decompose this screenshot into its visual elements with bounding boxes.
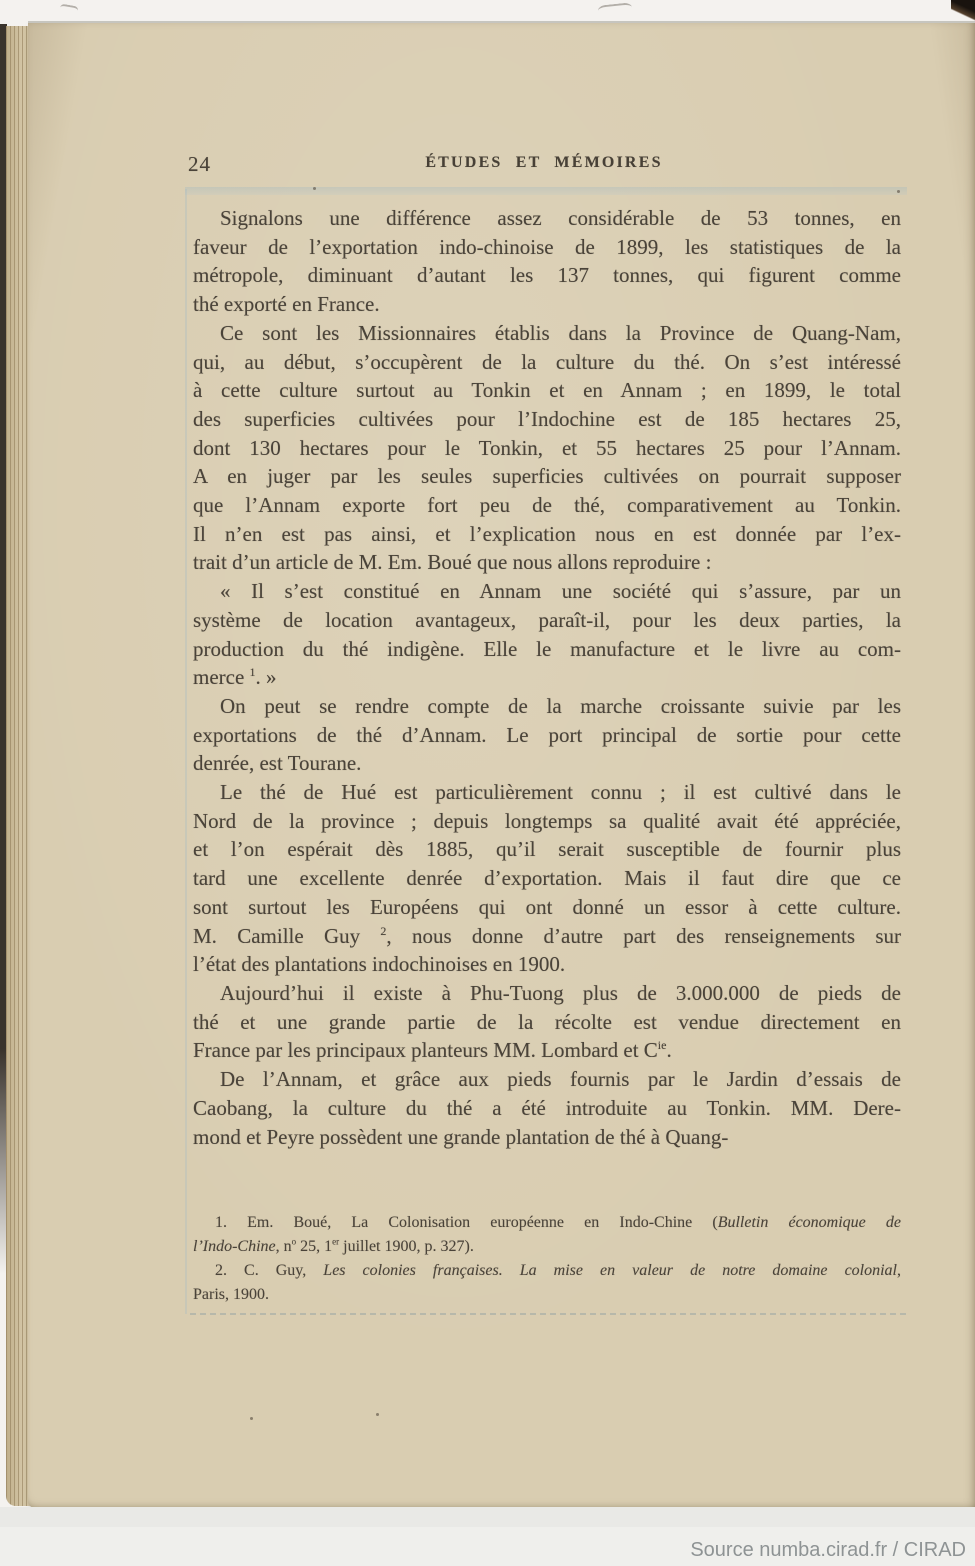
body-line: production du thé indigène. Elle le manufacture et le livre au com- <box>193 636 901 661</box>
body-text <box>193 204 901 1151</box>
body-line: faveur de l’exportation indo-chinoise de 1899, les statistiques de la <box>193 234 901 259</box>
body-line: A en juger par les seules superficies cultivées on pourrait supposer <box>193 464 901 489</box>
body-line: M. Camille Guy $^2$, nous donne d’autre part des renseignements sur <box>193 923 902 948</box>
body-line: trait d’un article de M. Em. Boué que nous allons reproduire : <box>193 550 712 575</box>
paragraph <box>193 692 901 778</box>
ink-speck <box>897 190 900 193</box>
footnote-line: 2. C. Guy, Les colonies françaises. La mise en valeur de notre domaine colonial, <box>215 1262 902 1279</box>
body-line: Nord de la province ; depuis longtemps sa qualité avait été appréciée, <box>193 808 901 833</box>
book-cover-corner <box>951 0 975 22</box>
showthrough-left-line <box>185 189 187 1314</box>
body-line: merce $^1$. » <box>193 665 277 690</box>
body-line: Ce sont les Missionnaires établis dans la Province de Quang-Nam, <box>220 320 901 345</box>
body-line: De l’Annam, et grâce aux pieds fournis par le Jardin d’essais de <box>220 1067 901 1092</box>
body-line: des superficies cultivées pour l’Indochine est de 185 hectares 25, <box>193 406 901 431</box>
body-line: sont surtout les Européens qui ont donné un essor à cette culture. <box>193 894 901 919</box>
footnotes <box>193 1211 901 1307</box>
body-line: On peut se rendre compte de la marche croissante suivie par les <box>220 693 901 718</box>
showthrough-bottom-line <box>190 1313 906 1315</box>
scanner-bottom-strip <box>0 1507 975 1566</box>
footnote-line: Paris, 1900. <box>193 1286 269 1303</box>
body-line: Aujourd’hui il existe à Phu-Tuong plus de 3.000.000 de pieds de <box>220 980 901 1005</box>
paragraph <box>193 778 901 979</box>
ink-speck <box>250 1417 253 1420</box>
body-line: denrée, est Tourane. <box>193 751 362 776</box>
ink-speck <box>313 187 316 190</box>
paragraph <box>193 204 901 319</box>
body-line: mond et Peyre possèdent une grande plantation de thé à Quang- <box>193 1124 729 1149</box>
body-line: métropole, diminuant d’autant les 137 tonnes, qui figurent comme <box>193 263 901 288</box>
pencil-mark <box>598 2 633 15</box>
paragraph <box>193 319 901 577</box>
body-line: exportations de thé d’Annam. Le port principal de sortie pour cette <box>193 722 901 747</box>
body-line: dont 130 hectares pour le Tonkin, et 55 hectares 25 pour l’Annam. <box>193 435 901 460</box>
ink-speck <box>376 1413 379 1416</box>
body-line: Il n’en est pas ainsi, et l’explication nous en est donnée par l’ex- <box>193 521 901 546</box>
footnote-line: l’Indo-Chine, $n^o$ 25, 1er juillet 1900, p. 327). <box>193 1236 474 1255</box>
page-number: 24 <box>188 152 211 176</box>
body-line: France par les principaux planteurs MM. Lombard et $C^{ie}$. <box>193 1038 672 1063</box>
running-title: ÉTUDES ET MÉMOIRES <box>425 154 663 171</box>
pencil-mark <box>59 3 78 14</box>
footnote <box>193 1259 901 1307</box>
body-line: thé et une grande partie de la récolte est vendue directement en <box>193 1009 901 1034</box>
paragraph <box>193 979 901 1065</box>
body-line: système de location avantageux, paraît-il, pour les deux parties, la <box>193 607 901 632</box>
body-line: Caobang, la culture du thé a été introduite au Tonkin. MM. Dere- <box>193 1095 901 1120</box>
body-line: « Il s’est constitué en Annam une société qui s’assure, par un <box>220 579 901 604</box>
body-line: thé exporté en France. <box>193 292 380 317</box>
page-header <box>190 152 898 178</box>
body-line: et l’on espérait dès 1885, qu’il serait susceptible de fournir plus <box>193 837 901 862</box>
footnote <box>193 1211 901 1259</box>
paragraph <box>193 577 901 692</box>
body-line: que l’Annam exporte fort peu de thé, comparativement au Tonkin. <box>193 493 901 518</box>
body-line: qui, au début, s’occupèrent de la culture du thé. On s’est intéressé <box>193 349 901 374</box>
footnote-line: 1. Em. Boué, La Colonisation européenne en Indo-Chine (Bulletin économique de <box>215 1214 901 1231</box>
body-line: l’état des plantations indochinoises en 1900. <box>193 952 566 977</box>
showthrough-top-band <box>185 187 907 195</box>
body-line: Signalons une différence assez considérable de 53 tonnes, en <box>220 206 901 230</box>
body-line: à cette culture surtout au Tonkin et en Annam ; en 1899, le total <box>193 378 901 403</box>
body-line: Le thé de Hué est particulièrement connu ; il est cultivé dans le <box>220 780 901 805</box>
paragraph <box>193 1065 901 1151</box>
body-line: tard une excellente denrée d’exportation. Mais il faut dire que ce <box>193 866 901 891</box>
watermark-text: Source numba.cirad.fr / CIRAD <box>690 1539 966 1561</box>
